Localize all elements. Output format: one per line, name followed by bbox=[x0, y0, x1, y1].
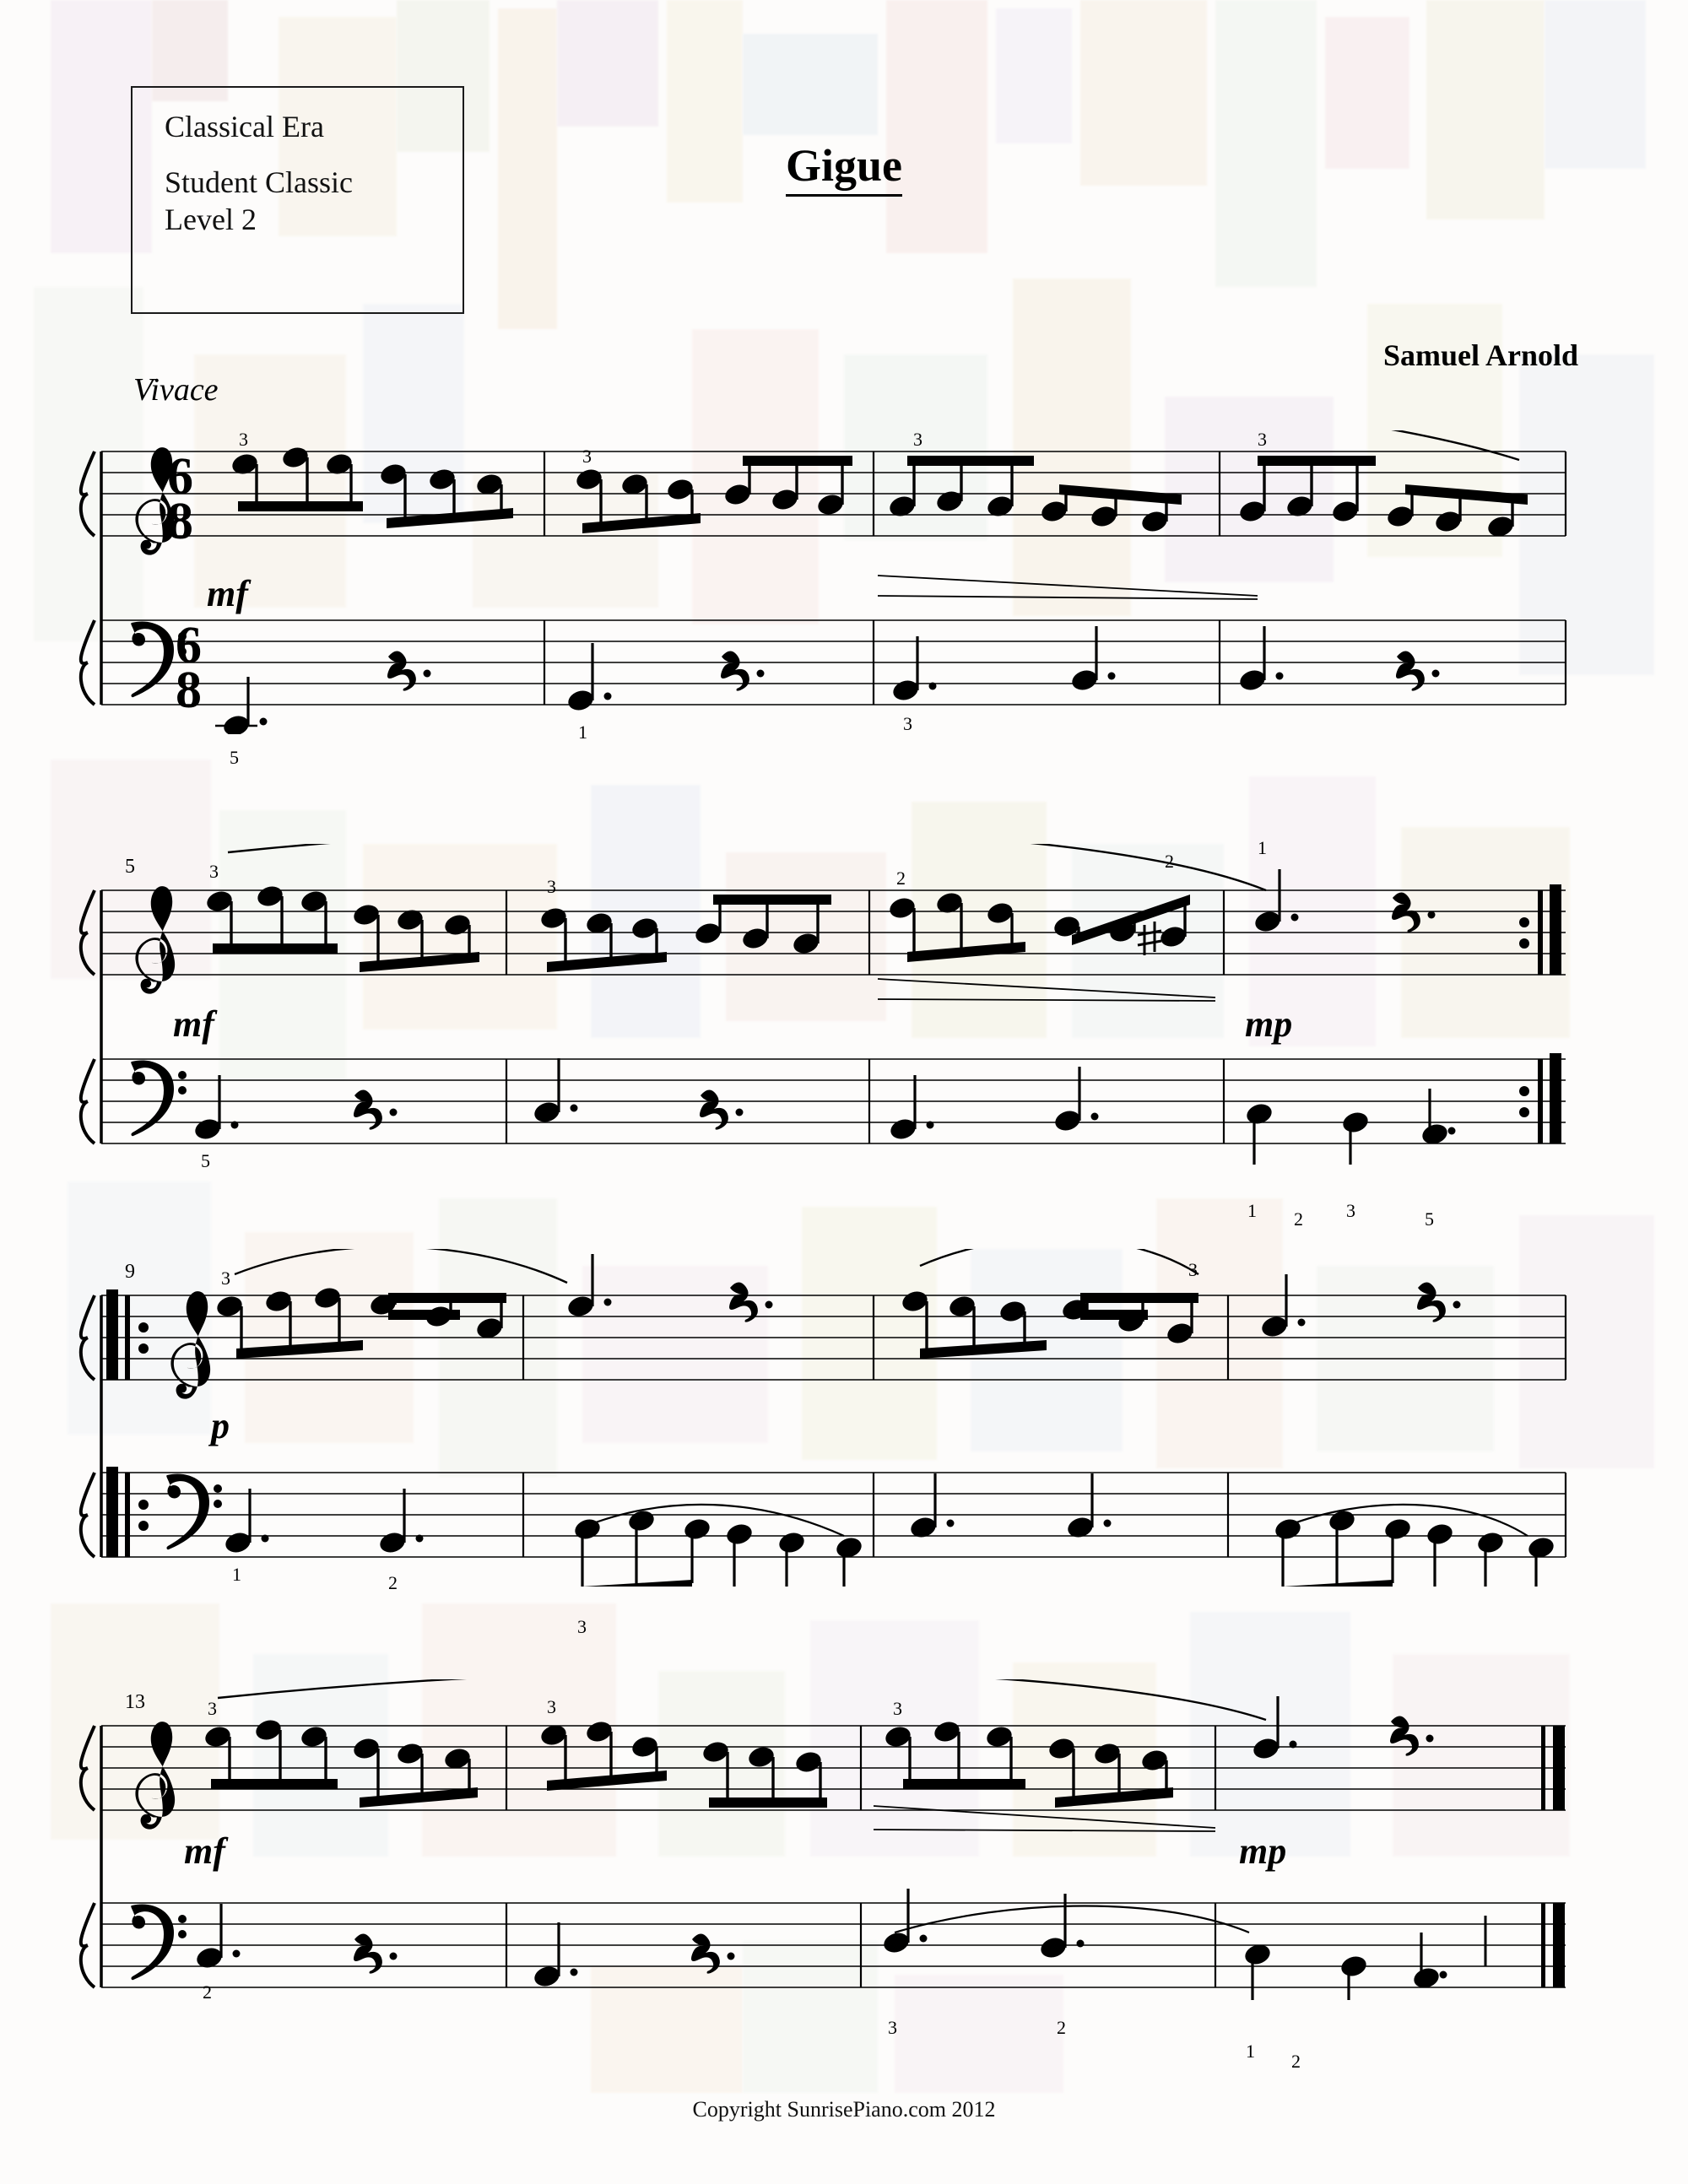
fingering-bass-2e: 5 bbox=[1425, 1208, 1434, 1230]
system-3-staves bbox=[0, 1249, 1688, 1587]
fingering-bass-2b: 1 bbox=[1247, 1200, 1257, 1221]
system-1 bbox=[0, 429, 1688, 768]
info-level: Level 2 bbox=[165, 203, 257, 236]
dynamic-mp-4: mp bbox=[1239, 1830, 1287, 1872]
fingering-bass-4a: 2 bbox=[203, 1981, 212, 2003]
fingering-treble-1c: 3 bbox=[913, 429, 922, 450]
fingering-bass-2c: 2 bbox=[1294, 1208, 1303, 1230]
fingering-treble-2a: 3 bbox=[209, 861, 219, 882]
fingering-bass-2d: 3 bbox=[1346, 1200, 1355, 1221]
page-title-text: Gigue bbox=[786, 140, 902, 197]
time-signature-top: 6 bbox=[167, 448, 193, 505]
fingering-bass-4c: 2 bbox=[1057, 2017, 1066, 2038]
fingering-treble-4a: 3 bbox=[208, 1698, 217, 1719]
fingering-treble-2c: 2 bbox=[896, 868, 906, 889]
fingering-bass-1c: 3 bbox=[903, 713, 912, 734]
system-1-staves bbox=[0, 430, 1688, 734]
fingering-treble-2b: 3 bbox=[547, 876, 556, 897]
time-signature-bottom: 8 bbox=[167, 493, 193, 550]
fingering-bass-4b: 3 bbox=[888, 2017, 897, 2038]
fingering-treble-2e: 1 bbox=[1258, 837, 1267, 858]
page-title bbox=[0, 139, 1688, 192]
fingering-bass-3c: 3 bbox=[577, 1616, 587, 1637]
fingering-bass-3b: 2 bbox=[388, 1572, 398, 1593]
dynamic-mf-2: mf bbox=[173, 1003, 214, 1045]
fingering-treble-3b: 3 bbox=[1188, 1259, 1198, 1280]
system-2-staves bbox=[0, 844, 1688, 1165]
time-signature-bottom-bass: 8 bbox=[176, 662, 202, 719]
system-2 bbox=[0, 837, 1688, 1230]
fingering-bass-1a: 5 bbox=[230, 747, 239, 768]
fingering-bass-1b: 1 bbox=[578, 722, 587, 743]
fingering-bass-4e: 2 bbox=[1291, 2051, 1301, 2072]
fingering-treble-2d: 2 bbox=[1165, 851, 1174, 872]
composer-name: Samuel Arnold bbox=[1382, 338, 1578, 372]
time-signature-top-bass: 6 bbox=[176, 617, 202, 674]
measure-number-5: 5 bbox=[125, 856, 135, 878]
fingering-bass-4d: 1 bbox=[1246, 2041, 1255, 2062]
fingering-treble-3a: 3 bbox=[221, 1268, 230, 1289]
info-series: Student Classic bbox=[165, 165, 353, 199]
fingering-treble-1b: 3 bbox=[582, 446, 592, 467]
dynamic-mp-2: mp bbox=[1245, 1003, 1293, 1045]
dynamic-mf-1: mf bbox=[207, 573, 248, 614]
fingering-bass-3a: 1 bbox=[232, 1564, 241, 1585]
info-era: Classical Era bbox=[165, 110, 324, 143]
system-4 bbox=[0, 1679, 1688, 2072]
fingering-treble-1d: 3 bbox=[1258, 429, 1267, 450]
dynamic-p-3: p bbox=[211, 1405, 230, 1446]
measure-number-13: 13 bbox=[125, 1691, 145, 1713]
system-3 bbox=[0, 1249, 1688, 1637]
system-4-staves bbox=[0, 1679, 1688, 2000]
tempo-marking: Vivace bbox=[133, 372, 219, 408]
fingering-treble-1a: 3 bbox=[239, 429, 248, 450]
dynamic-mf-4: mf bbox=[184, 1830, 225, 1872]
fingering-treble-4c: 3 bbox=[893, 1698, 902, 1719]
measure-number-9: 9 bbox=[125, 1261, 135, 1283]
info-box bbox=[131, 86, 464, 314]
copyright-notice: Copyright SunrisePiano.com 2012 bbox=[692, 2097, 996, 2122]
fingering-treble-4b: 3 bbox=[547, 1696, 556, 1717]
fingering-bass-2a: 5 bbox=[201, 1150, 210, 1171]
